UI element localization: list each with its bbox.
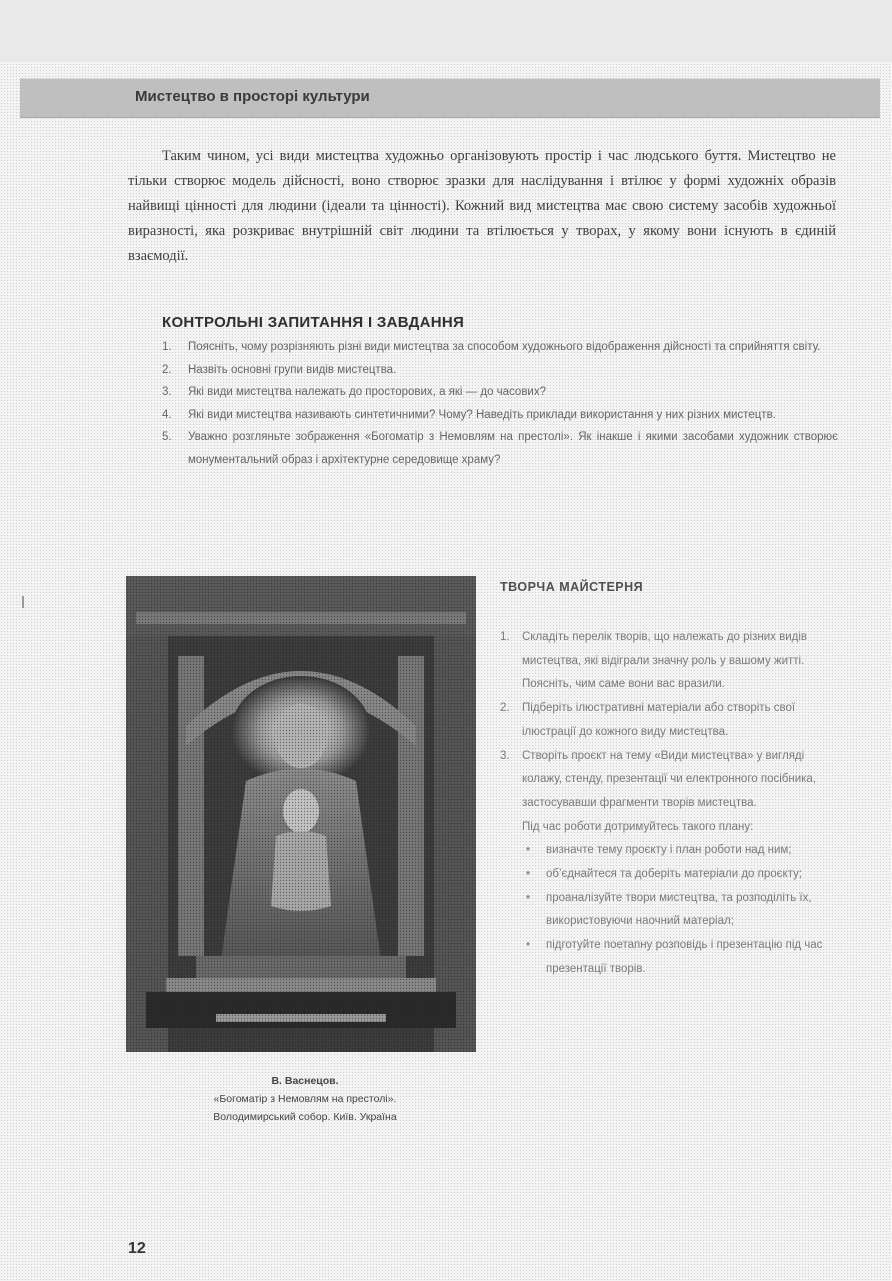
- page-top-margin: [0, 0, 892, 62]
- plan-bullet-item: • проаналізуйте твори мистецтва, та розподіліть їх, використовуючи наочний матеріал;: [500, 887, 840, 934]
- control-questions-list: [162, 336, 838, 471]
- painting-image: [126, 576, 476, 1052]
- plan-bullet-list: [500, 839, 840, 981]
- question-item: [162, 404, 838, 427]
- page-number: 12: [128, 1240, 146, 1257]
- margin-mark: [22, 596, 24, 608]
- plan-bullet-item: • підготуйте поетапну розповідь і презентацію під час презентації творів.: [500, 934, 840, 981]
- task-item: [500, 626, 840, 697]
- creative-workshop-heading: ТВОРЧА МАЙСТЕРНЯ: [500, 580, 644, 594]
- question-text: Поясніть, чому розрізняють різні види мистецтва за способом художнього відображення дійсності та сприйняття світу.: [188, 341, 821, 353]
- question-number: 2.: [162, 363, 172, 376]
- caption-title: «Богоматір з Немовлям на престолі».: [213, 1093, 397, 1105]
- plan-bullet-item: • визначте тему проєкту і план роботи над ним;: [500, 839, 840, 863]
- question-number: 1.: [162, 341, 172, 353]
- question-text: Які види мистецтва належать до просторових, а які — до часових?: [188, 386, 547, 398]
- question-text: Назвіть основні групи видів мистецтва.: [188, 363, 397, 376]
- task-text: Складіть перелік творів, що належать до різних видів мистецтва, які відіграли значну роль у вашому житті. Поясніть, чим саме вони вас вразили.: [522, 631, 807, 691]
- task-text: Підберіть ілюстративні матеріали або створіть свої ілюстрації до кожного виду мистецтва.: [522, 702, 796, 738]
- creative-workshop-section: [500, 576, 840, 982]
- caption-author: В. Васнецов.: [271, 1075, 339, 1087]
- task-item: [500, 745, 840, 816]
- task-number: 2.: [500, 702, 510, 715]
- question-number: 5.: [162, 431, 172, 443]
- task-number: 1.: [500, 631, 510, 643]
- question-item: [162, 381, 838, 404]
- question-text: Уважно розгляньте зображення «Богоматір з Немовлям на престолі». Як інакше і якими засобами художник створює монументальний образ і архітектурне середовище храму?: [188, 431, 838, 466]
- task-text: Створіть проєкт на тему «Види мистецтва» у вигляді колажу, стенду, презентації чи електронного посібника, застосувавши фрагменти творів мистецтва.: [522, 749, 817, 809]
- caption-place: Володимирський собор. Київ. Україна: [213, 1111, 397, 1123]
- task-number: 3.: [500, 749, 510, 762]
- intro-paragraph: Таким чином, усі види мистецтва художньо організовують простір і час людського буття. Мистецтво не тільки створює модель дійсності, воно створює зразки для наслідування і втілює у формі художніх образів найвищі цінності для людини (ідеали та цінності). Кожний вид мистецтва має свою систему засобів художньої виразності, яка розкриває внутрішній світ людини та втілюється у творах, у якому вони існують в єдиній взаємодії.: [128, 148, 836, 264]
- plan-bullet-item: • об’єднайтеся та доберіть матеріали до проєкту;: [500, 863, 840, 887]
- chapter-title: Мистецтво в просторі культури: [135, 88, 370, 105]
- chapter-header-bar: [20, 78, 880, 118]
- question-item: [162, 426, 838, 471]
- creative-tasks-list: [500, 626, 840, 816]
- task-item: [500, 697, 840, 744]
- painting-caption: [150, 1072, 460, 1126]
- question-item: [162, 336, 838, 359]
- question-text: Які види мистецтва називають синтетичними? Чому? Наведіть приклади використання у них різних мистецтв.: [188, 408, 776, 421]
- plan-intro: Під час роботи дотримуйтесь такого плану:: [522, 820, 754, 833]
- control-questions-heading: КОНТРОЛЬНІ ЗАПИТАННЯ І ЗАВДАННЯ: [162, 314, 465, 331]
- question-item: [162, 359, 838, 382]
- question-number: 3.: [162, 386, 172, 398]
- question-number: 4.: [162, 408, 172, 421]
